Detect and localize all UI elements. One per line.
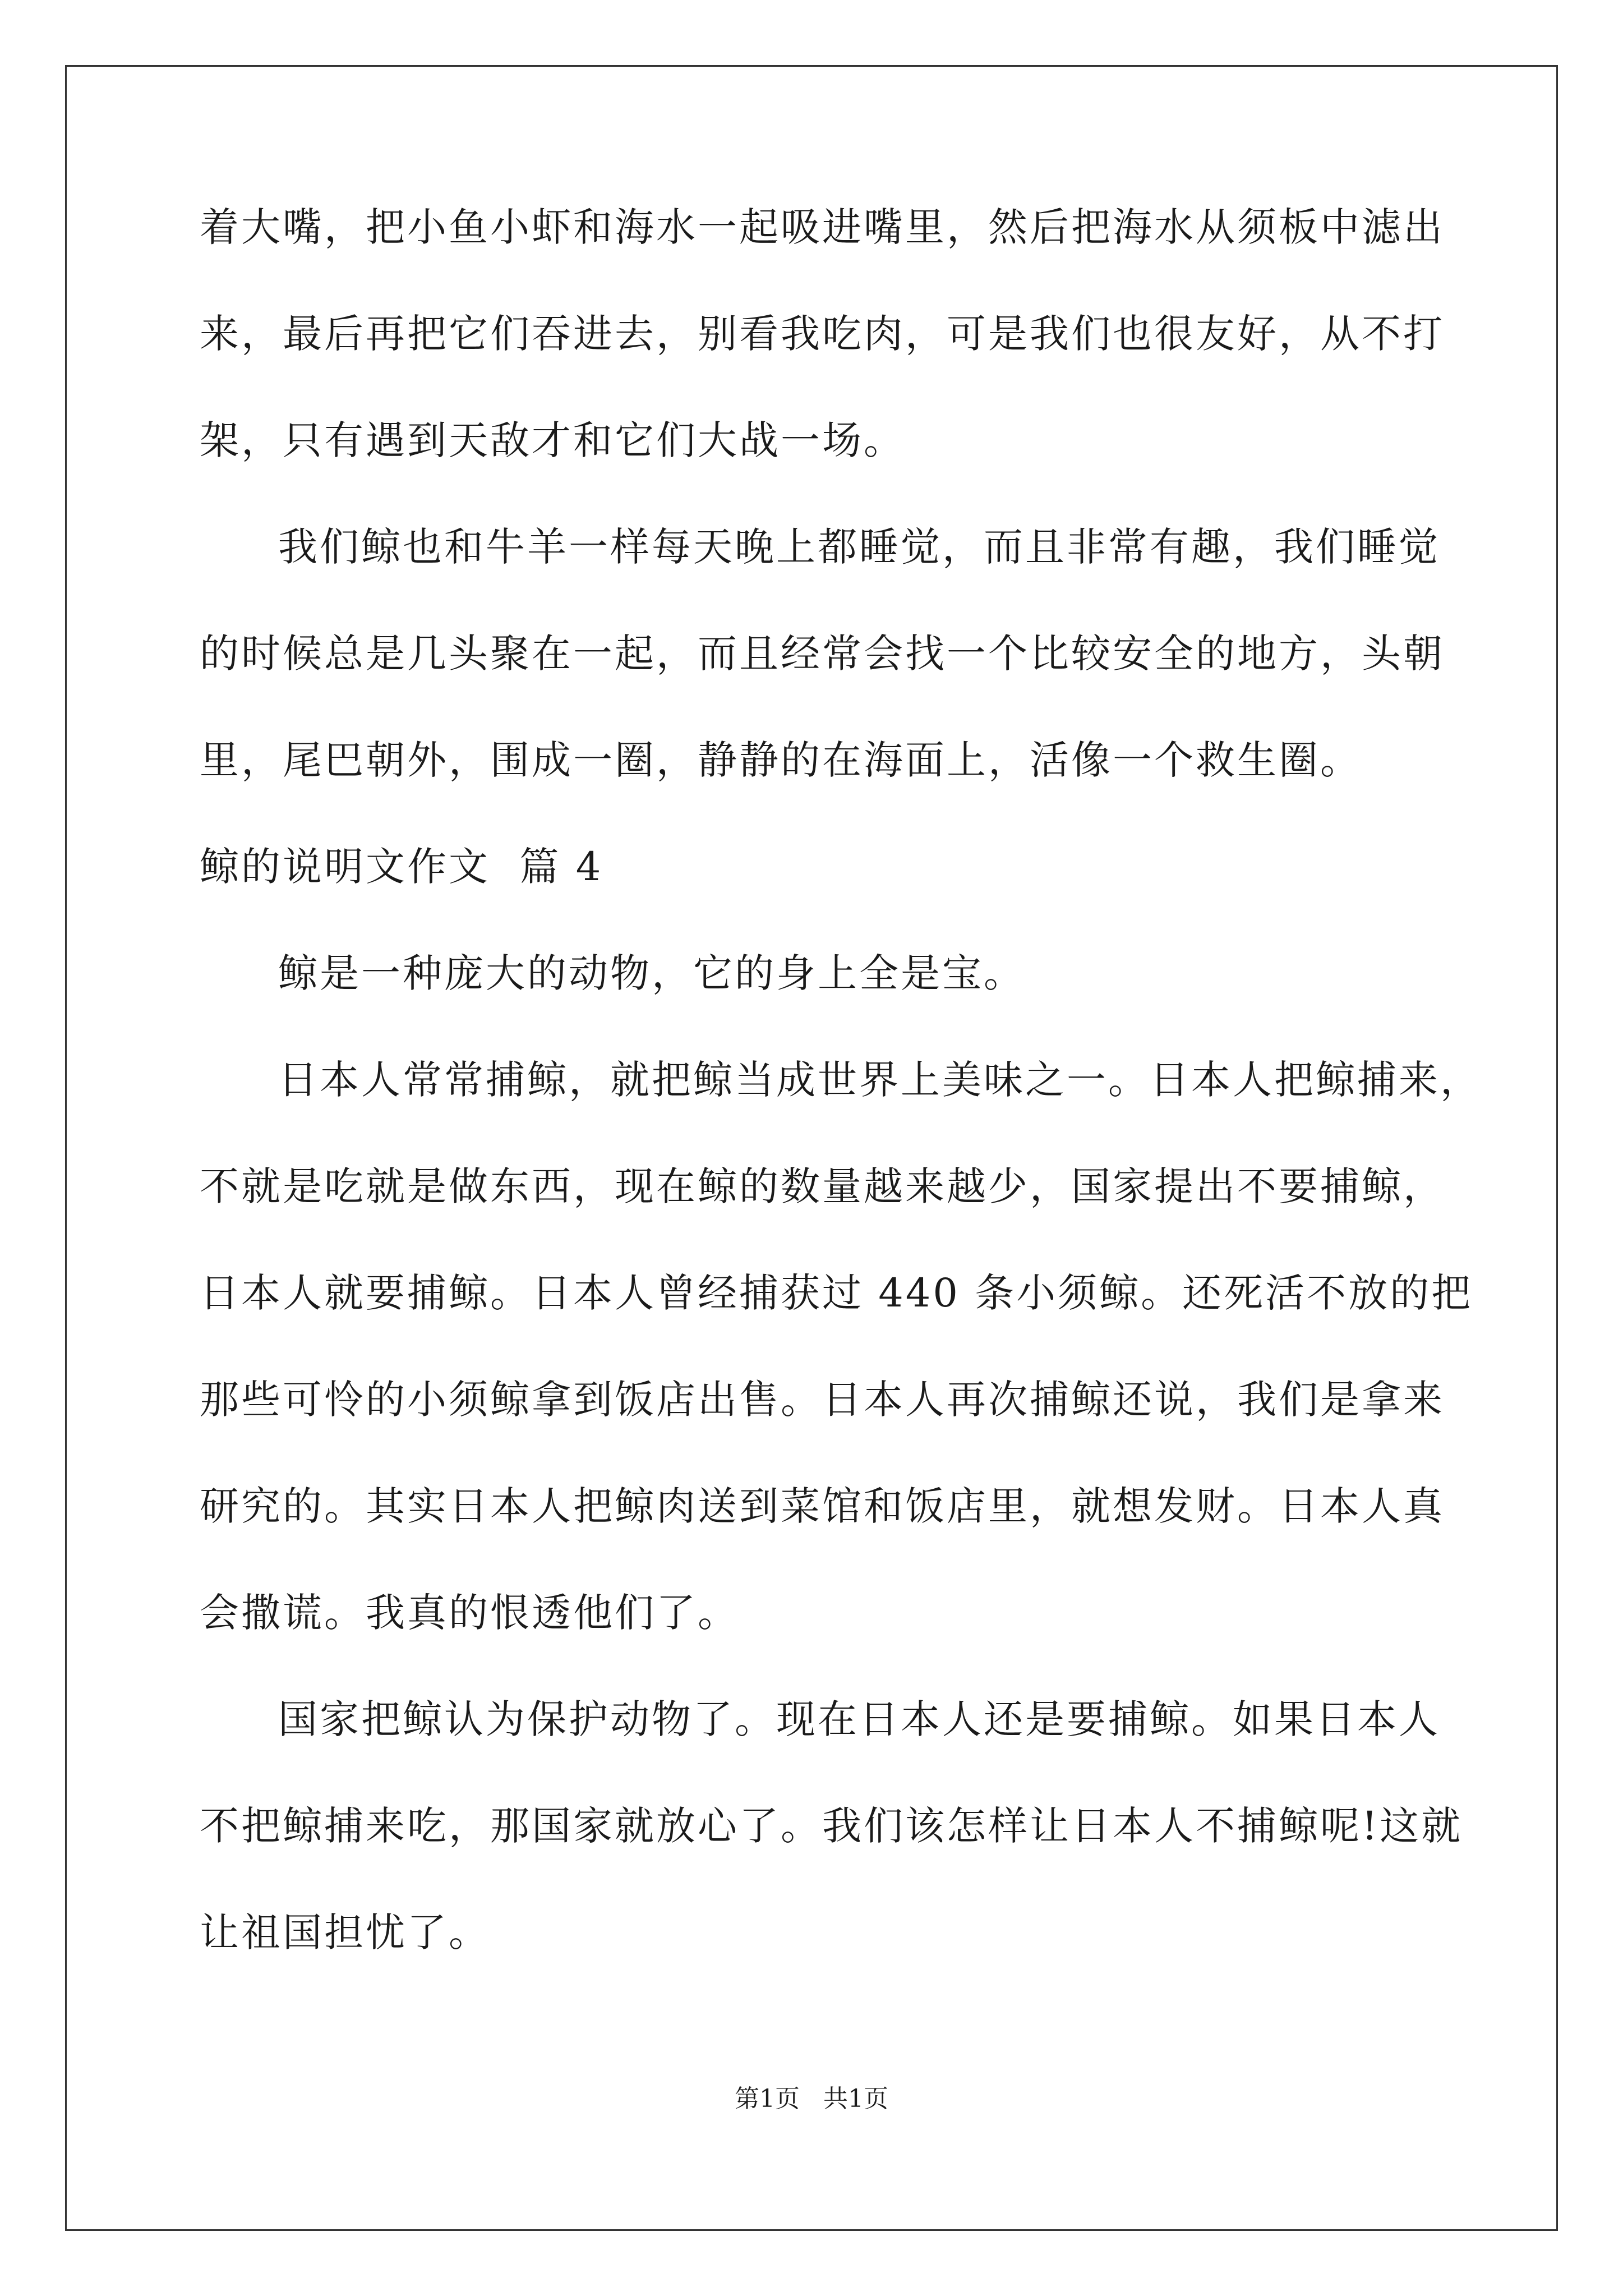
text-line: 我们鲸也和牛羊一样每天晚上都睡觉，而且非常有趣，我们睡觉 [278, 524, 1440, 570]
text-line: 里，尾巴朝外，围成一圈，静静的在海面上，活像一个救生圈。 [200, 737, 1362, 783]
text-line: 鲸是一种庞大的动物，它的身上全是宝。 [278, 950, 1025, 996]
text-line: 架，只有遇到天敌才和它们大战一场。 [200, 417, 905, 463]
text-line: 让祖国担忧了。 [200, 1910, 490, 1955]
text-line: 日本人常常捕鲸，就把鲸当成世界上美味之一。日本人把鲸捕来， [278, 1057, 1482, 1103]
text-line: 的时候总是几头聚在一起，而且经常会找一个比较安全的地方，头朝 [200, 631, 1445, 677]
section-heading: 鲸的说明文作文 篇 4 [200, 844, 603, 890]
text-line: 来，最后再把它们吞进去，别看我吃肉，可是我们也很友好，从不打 [200, 311, 1445, 357]
text-line: 国家把鲸认为保护动物了。现在日本人还是要捕鲸。如果日本人 [278, 1696, 1440, 1742]
page-footer: 第1页 共1页 [735, 2085, 888, 2113]
text-line: 那些可怜的小须鲸拿到饭店出售。日本人再次捕鲸还说，我们是拿来 [200, 1377, 1445, 1423]
text-line: 不就是吃就是做东西，现在鲸的数量越来越少，国家提出不要捕鲸， [200, 1163, 1445, 1209]
document-body [200, 204, 1482, 2019]
text-line: 会撒谎。我真的恨透他们了。 [200, 1590, 739, 1636]
text-line: 着大嘴，把小鱼小虾和海水一起吸进嘴里，然后把海水从须板中滤出 [200, 204, 1445, 250]
text-line: 不把鲸捕来吃，那国家就放心了。我们该怎样让日本人不捕鲸呢!这就 [200, 1803, 1463, 1849]
text-line: 研究的。其实日本人把鲸肉送到菜馆和饭店里，就想发财。日本人真 [200, 1483, 1445, 1529]
text-line: 日本人就要捕鲸。日本人曾经捕获过 440 条小须鲸。还死活不放的把 [200, 1270, 1473, 1316]
